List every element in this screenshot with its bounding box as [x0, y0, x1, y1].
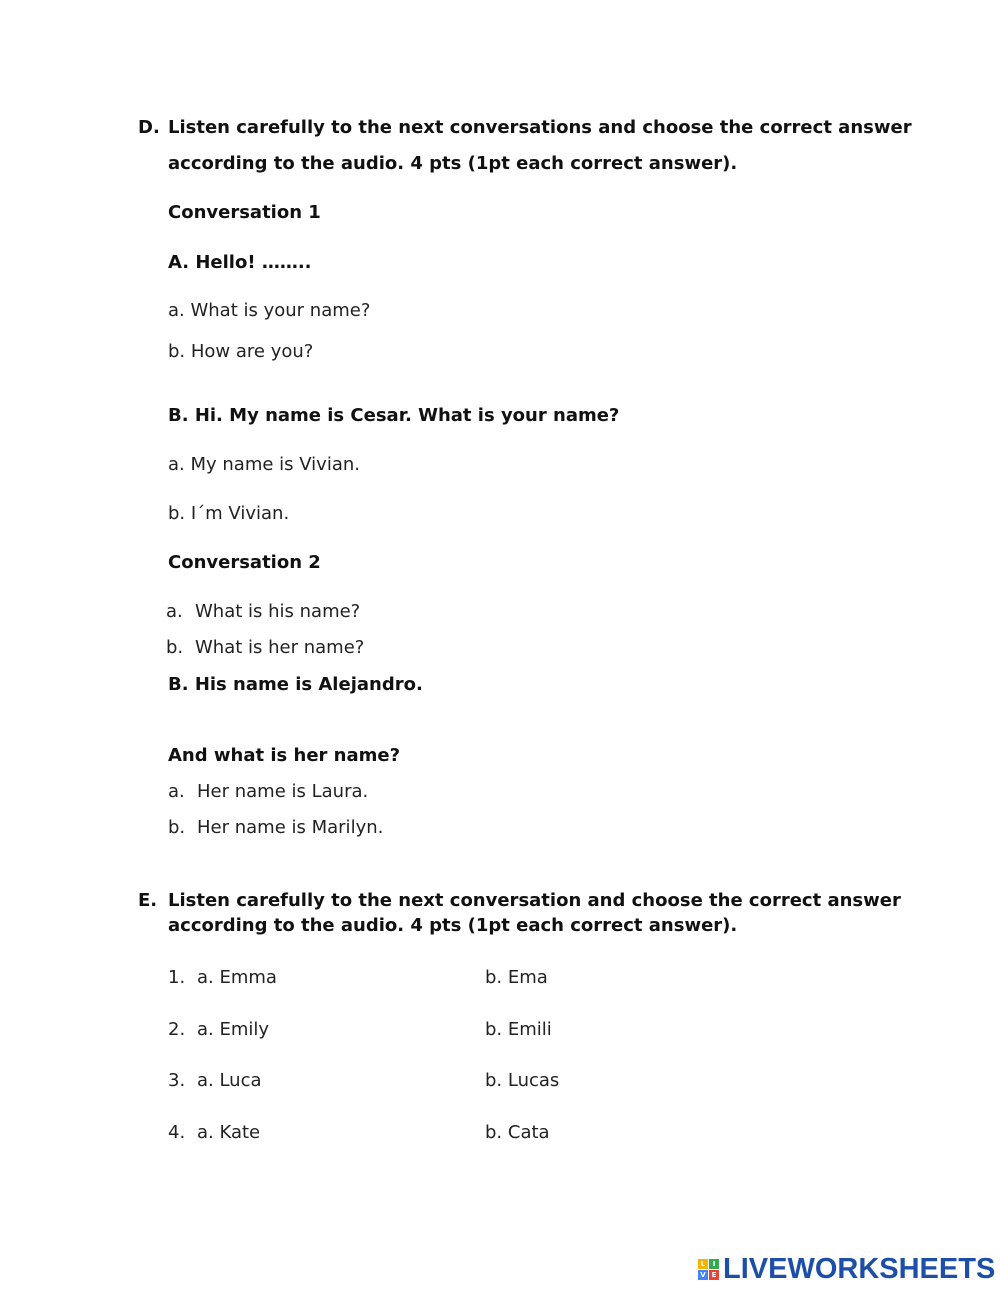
conv2-q1-option-b-letter: b. [166, 637, 184, 658]
conv2-q2-option-b[interactable]: Her name is Marilyn. [197, 817, 384, 838]
section-e-instruction-line1: Listen carefully to the next conversation and choose the correct answer [168, 890, 901, 911]
conv2-q1-option-a[interactable]: What is his name? [195, 601, 361, 622]
conversation-2-title: Conversation 2 [168, 552, 321, 573]
item-3-option-b[interactable]: b. Lucas [485, 1070, 560, 1091]
conv2-q2-option-a[interactable]: Her name is Laura. [197, 781, 369, 802]
logo-block-i: I [709, 1259, 719, 1269]
conv1-question-b: B. Hi. My name is Cesar. What is your name? [168, 405, 620, 426]
conv2-q2-option-b-letter: b. [168, 817, 186, 838]
conv1-q1-option-a[interactable]: a. What is your name? [168, 300, 371, 321]
item-1-option-a[interactable]: a. Emma [197, 967, 277, 988]
conv2-q2-option-a-letter: a. [168, 781, 185, 802]
section-d-instruction-line1: Listen carefully to the next conversations and choose the correct answer [168, 117, 912, 138]
item-2-option-a[interactable]: a. Emily [197, 1019, 270, 1040]
section-d-instruction-line2: according to the audio. 4 pts (1pt each correct answer). [168, 153, 738, 174]
conv2-q1-option-a-letter: a. [166, 601, 183, 622]
conv2-statement: B. His name is Alejandro. [168, 674, 423, 695]
item-3-option-a[interactable]: a. Luca [197, 1070, 262, 1091]
item-4-number: 4. [168, 1122, 186, 1143]
conv2-question-2: And what is her name? [168, 745, 401, 766]
logo-blocks-icon [698, 1259, 719, 1280]
item-1-option-b[interactable]: b. Ema [485, 967, 548, 988]
logo-block-e: E [709, 1270, 719, 1280]
section-d-letter: D. [138, 117, 160, 138]
conversation-1-title: Conversation 1 [168, 202, 321, 223]
conv1-q2-option-b[interactable]: b. I´m Vivian. [168, 503, 290, 524]
conv1-q2-option-a[interactable]: a. My name is Vivian. [168, 454, 360, 475]
section-e-letter: E. [138, 890, 158, 911]
item-4-option-b[interactable]: b. Cata [485, 1122, 550, 1143]
conv1-q1-option-b[interactable]: b. How are you? [168, 341, 314, 362]
liveworksheets-logo [698, 1254, 995, 1284]
logo-block-l: L [698, 1259, 708, 1269]
item-2-number: 2. [168, 1019, 186, 1040]
logo-block-v: V [698, 1270, 708, 1280]
item-3-number: 3. [168, 1070, 186, 1091]
conv1-question-a: A. Hello! …….. [168, 252, 312, 273]
conv2-q1-option-b[interactable]: What is her name? [195, 637, 365, 658]
item-1-number: 1. [168, 967, 186, 988]
item-4-option-a[interactable]: a. Kate [197, 1122, 261, 1143]
logo-text: LIVEWORKSHEETS [723, 1252, 996, 1285]
section-e-instruction-line2: according to the audio. 4 pts (1pt each correct answer). [168, 915, 738, 936]
item-2-option-b[interactable]: b. Emili [485, 1019, 552, 1040]
